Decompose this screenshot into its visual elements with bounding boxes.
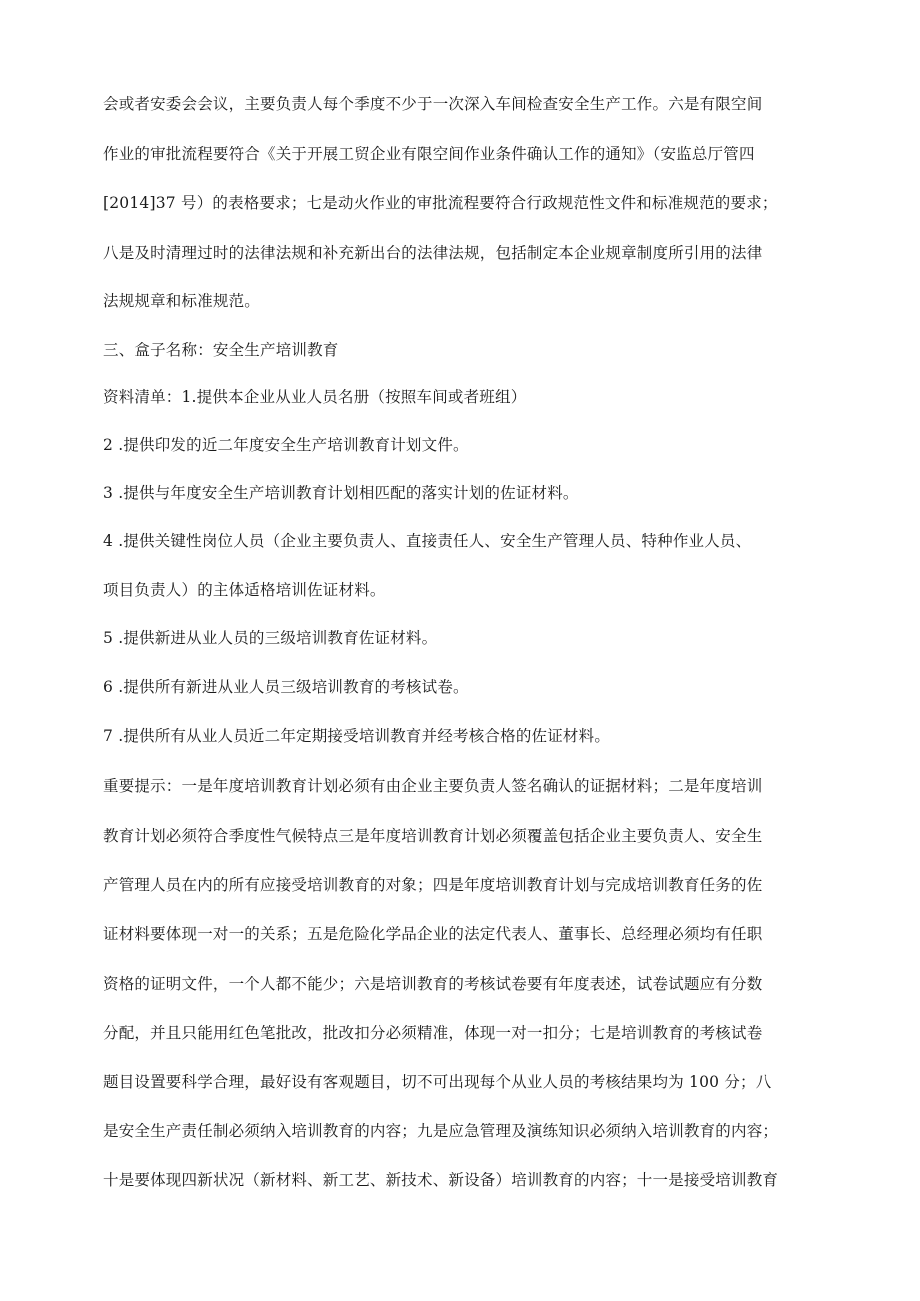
list-item: 3 .提供与年度安全生产培训教育计划相匹配的落实计划的佐证材料。 — [103, 484, 579, 502]
list-item: 5 .提供新进从业人员的三级培训教育佐证材料。 — [103, 629, 438, 647]
text-line: 证材料要体现一对一的关系；五是危险化学品企业的法定代表人、董事长、总经理必须均有任职 — [103, 925, 763, 943]
text-line: 题目设置要科学合理，最好设有客观题目，切不可出现每个从业人员的考核结果均为 100 分；八 — [103, 1073, 772, 1091]
list-item: 2 .提供印发的近二年度安全生产培训教育计划文件。 — [103, 436, 469, 454]
text-line: 作业的审批流程要符合《关于开展工贸企业有限空间作业条件确认工作的通知》（安监总厅管四 — [103, 145, 755, 163]
text-line: [2014]37 号）的表格要求；七是动火作业的审批流程要符合行政规范性文件和标准规范的要求； — [103, 194, 778, 212]
list-item: 6 .提供所有新进从业人员三级培训教育的考核试卷。 — [103, 678, 469, 696]
text-line: 八是及时清理过时的法律法规和补充新出台的法律法规，包括制定本企业规章制度所引用的法律 — [103, 244, 763, 262]
text-line: 十是要体现四新状况（新材料、新工艺、新技术、新设备）培训教育的内容；十一是接受培训教育 — [103, 1171, 779, 1189]
text-line: 教育计划必须符合季度性气候特点三是年度培训教育计划必须覆盖包括企业主要负责人、安全生 — [103, 827, 763, 845]
text-line: 分配，并且只能用红色笔批改，批改扣分必须精准，体现一对一扣分；七是培训教育的考核试卷 — [103, 1024, 763, 1042]
list-item: 4 .提供关键性岗位人员（企业主要负责人、直接责任人、安全生产管理人员、特种作业人员、 — [103, 532, 752, 550]
text-line: 法规规章和标准规范。 — [103, 292, 261, 310]
text-line: 产管理人员在内的所有应接受培训教育的对象；四是年度培训教育计划与完成培训教育任务的佐 — [103, 876, 763, 894]
text-line: 重要提示：一是年度培训教育计划必须有由企业主要负责人签名确认的证据材料；二是年度培训 — [103, 777, 763, 795]
text-line: 会或者安委会会议，主要负责人每个季度不少于一次深入车间检查安全生产工作。六是有限空间 — [103, 95, 763, 113]
text-line: 资格的证明文件，一个人都不能少；六是培训教育的考核试卷要有年度表述，试卷试题应有分数 — [103, 975, 763, 993]
list-item: 资料清单：1.提供本企业从业人员名册（按照车间或者班组） — [103, 388, 527, 406]
list-item: 7 .提供所有从业人员近二年定期接受培训教育并经考核合格的佐证材料。 — [103, 727, 611, 745]
section-heading: 三、盒子名称：安全生产培训教育 — [103, 341, 339, 359]
text-line: 是安全生产责任制必须纳入培训教育的内容；九是应急管理及演练知识必须纳入培训教育的内容； — [103, 1122, 779, 1140]
list-item: 项目负责人）的主体适格培训佐证材料。 — [103, 581, 386, 599]
